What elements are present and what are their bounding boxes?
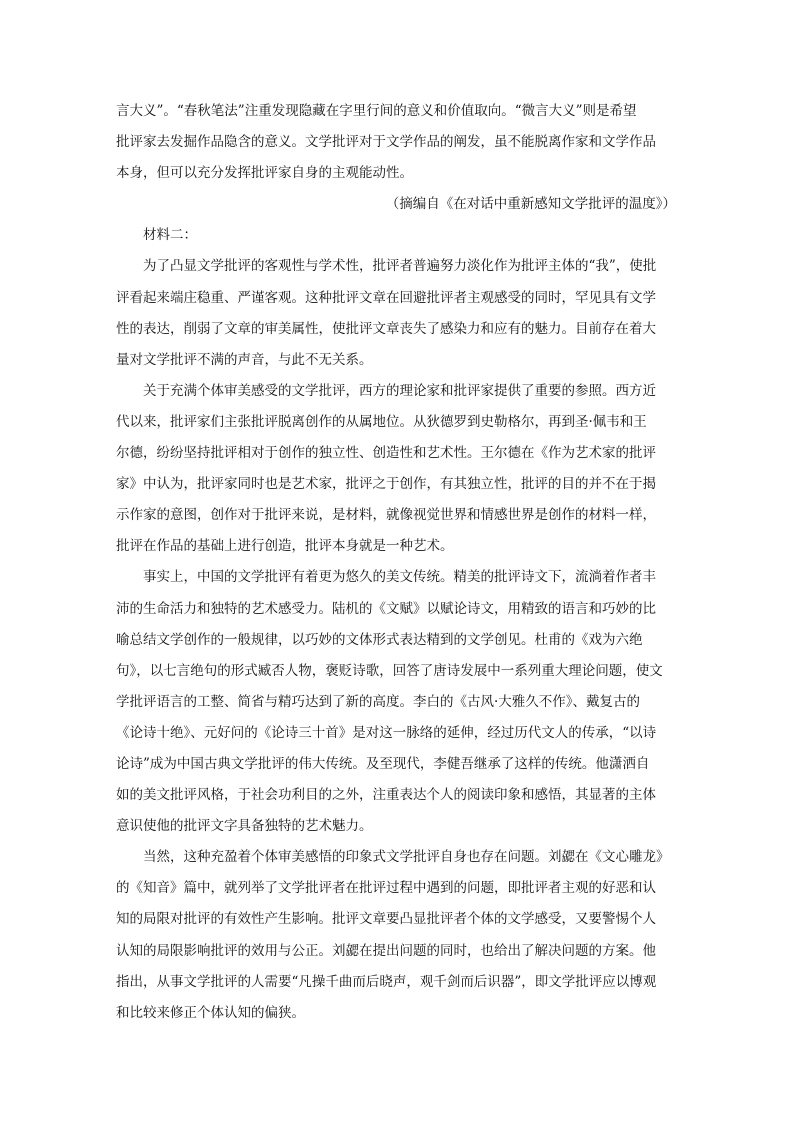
text-line: 批评家去发掘作品隐含的意义。文学批评对于文学作品的阐发，虽不能脱离作家和文学作品	[116, 134, 656, 151]
text-line: 沛的生命活力和独特的艺术感受力。陆机的《文赋》以赋论诗文，用精致的语言和巧妙的比	[116, 600, 656, 617]
text-line: 代以来，批评家们主张批评脱离创作的从属地位。从狄德罗到史勒格尔，再到圣·佩韦和王	[116, 413, 647, 430]
text-line: 如的美文批评风格，于社会功利目的之外，注重表达个人的阅读印象和感悟，其显著的主体	[116, 787, 656, 804]
article-body	[116, 96, 676, 1029]
text-line: 知的局限对批评的有效性产生影响。批评文章要凸显批评者个体的文学感受，又要警惕个人	[116, 911, 656, 928]
text-line: 和比较来修正个体认知的偏狭。	[116, 1004, 305, 1021]
text-line: 本身，但可以充分发挥批评家自身的主观能动性。	[116, 165, 413, 182]
text-line: 认知的局限影响批评的效用与公正。刘勰在提出问题的同时，也给出了解决问题的方案。他	[116, 942, 656, 959]
section-heading: 材料二：	[143, 227, 197, 244]
text-line: 指出，从事文学批评的人需要“凡操千曲而后晓声，观千剑而后识器”，即文学批评应以博观	[116, 973, 657, 990]
text-line: 关于充满个体审美感受的文学批评，西方的理论家和批评家提供了重要的参照。西方近	[143, 382, 656, 399]
text-line: 言大义”。“春秋笔法”注重发现隐藏在字里行间的意义和价值取向。“微言大义”则是希望	[116, 103, 637, 119]
source-citation: （摘编自《在对话中重新感知文学批评的温度》）	[385, 196, 676, 213]
text-line: 示作家的意图，创作对于批评来说，是材料，就像视觉世界和情感世界是创作的材料一样，	[116, 507, 656, 524]
text-line: 当然，这种充盈着个体审美感悟的印象式文学批评自身也存在问题。刘勰在《文心雕龙》	[143, 849, 670, 866]
text-line: 量对文学批评不满的声音，与此不无关系。	[116, 351, 373, 368]
text-line: 喻总结文学创作的一般规律，以巧妙的文体形式表达精到的文学创见。杜甫的《戏为六绝	[116, 631, 643, 648]
text-line: 意识使他的批评文字具备独特的艺术魅力。	[116, 818, 373, 835]
text-line: 性的表达，削弱了文章的审美属性，使批评文章丧失了感染力和应有的魅力。目前存在着大	[116, 320, 656, 337]
text-line: 《论诗十绝》、元好问的《论诗三十首》是对这一脉络的延伸，经过历代文人的传承，“以诗	[116, 724, 657, 741]
text-line: 事实上，中国的文学批评有着更为悠久的美文传统。精美的批评诗文下，流淌着作者丰	[143, 569, 656, 586]
text-line: 尔德，纷纷坚持批评相对于创作的独立性、创造性和艺术性。王尔德在《作为艺术家的批评	[116, 445, 656, 462]
text-line: 家》中认为，批评家同时也是艺术家，批评之于创作，有其独立性，批评的目的并不在于揭	[116, 476, 656, 493]
text-line: 的《知音》篇中，就列举了文学批评者在批评过程中遇到的问题，即批评者主观的好恶和认	[116, 880, 656, 897]
text-line: 批评在作品的基础上进行创造，批评本身就是一种艺术。	[116, 538, 454, 555]
text-line: 评看起来端庄稳重、严谨客观。这种批评文章在回避批评者主观感受的同时，罕见具有文学	[116, 289, 656, 306]
text-line: 论诗”成为中国古典文学批评的伟大传统。及至现代，李健吾继承了这样的传统。他潇洒自	[116, 755, 650, 772]
text-line: 句》，以七言绝句的形式臧否人物，褒贬诗歌，回答了唐诗发展中一系列重大理论问题，使文	[116, 662, 663, 679]
text-line: 学批评语言的工整、简省与精巧达到了新的高度。李白的《古风·大雅久不作》、戴复古的	[116, 693, 641, 710]
text-line: 为了凸显文学批评的客观性与学术性，批评者普遍努力淡化作为批评主体的“我”，使批	[143, 258, 657, 275]
